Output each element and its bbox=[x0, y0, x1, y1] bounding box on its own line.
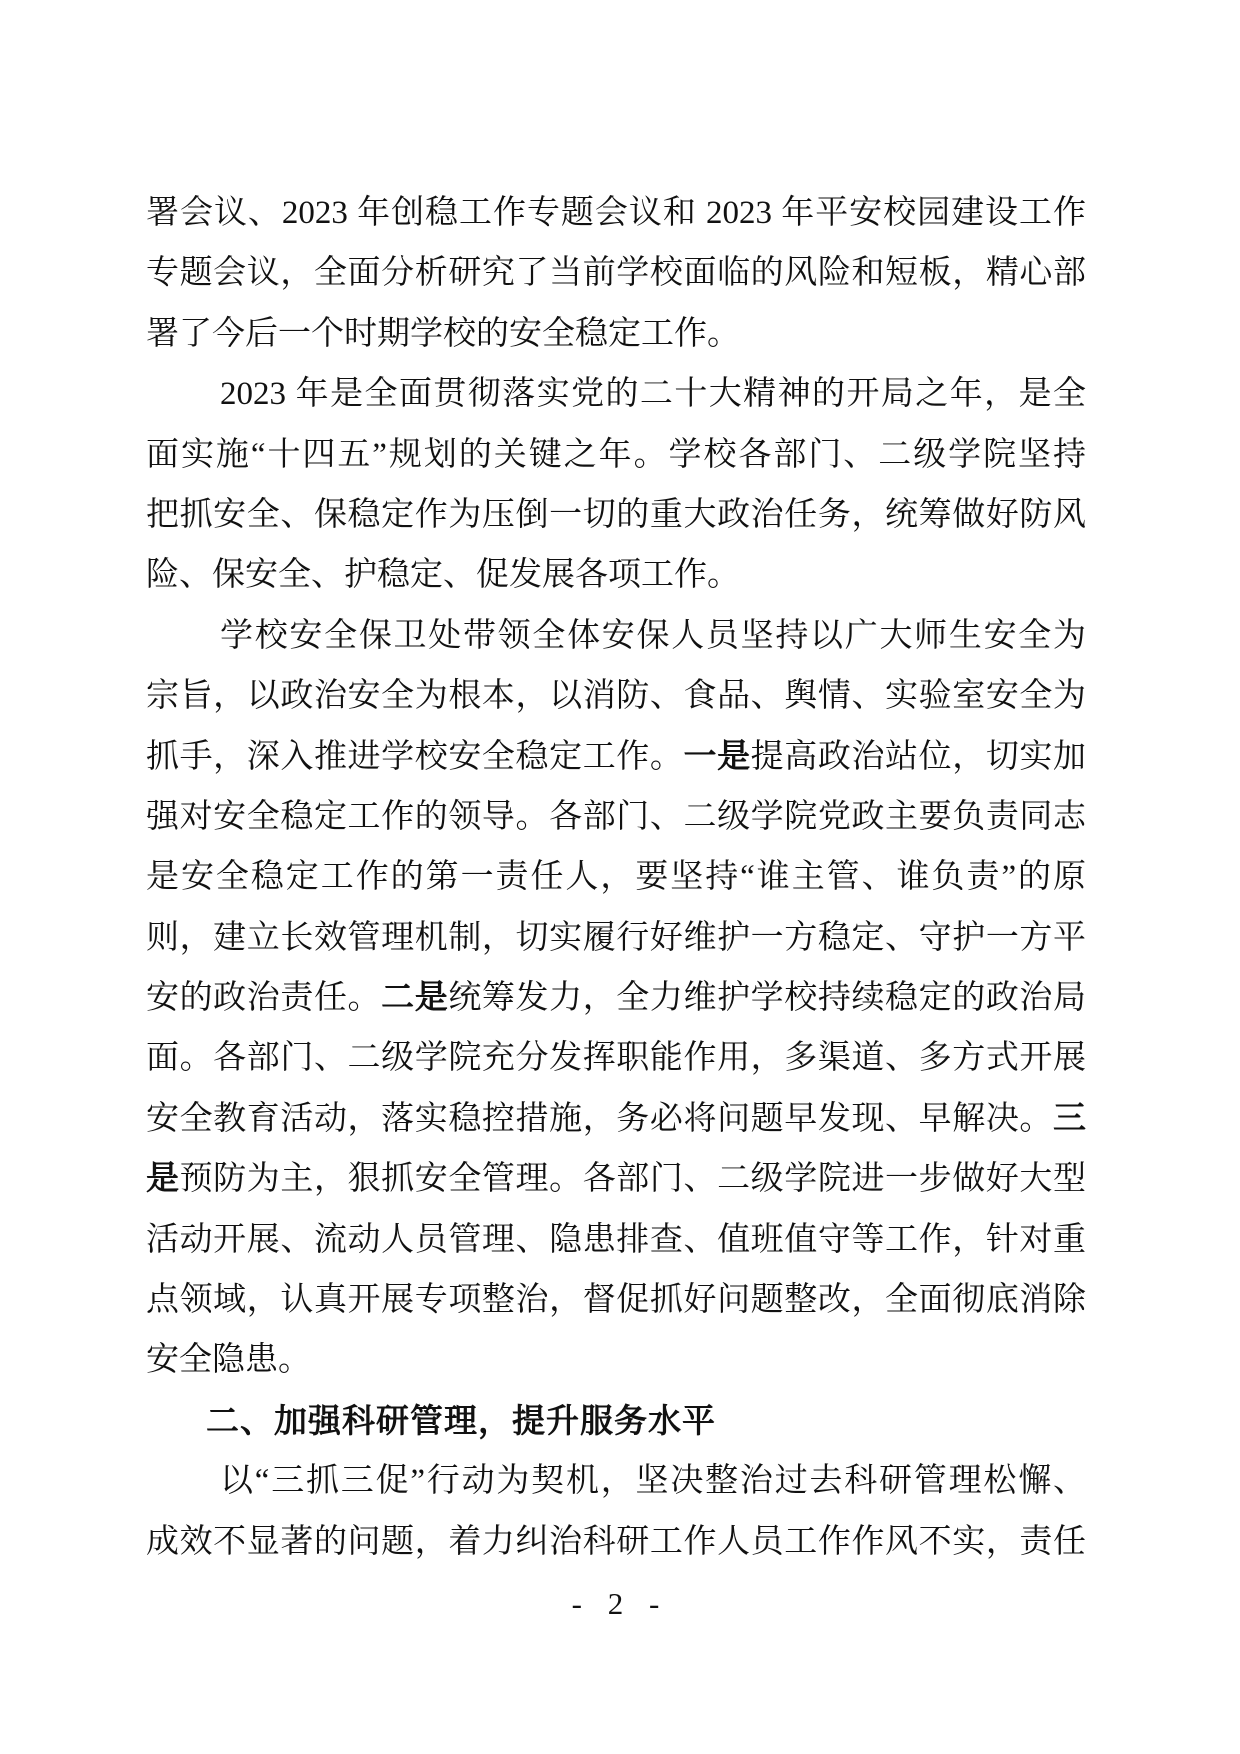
text-segment: 以“三抓三促”行动为契机，坚决整治过去科研管理松懈、 bbox=[220, 1463, 1086, 1500]
text-segment: 署了今后一个时期学校的安全稳定工作。 bbox=[146, 315, 740, 352]
text-segment: 是 bbox=[146, 1161, 180, 1198]
text-segment: 险、保安全、护稳定、促发展各项工作。 bbox=[146, 557, 740, 594]
text-segment: 抓手，深入推进学校安全稳定工作。 bbox=[146, 738, 684, 775]
text-line bbox=[146, 908, 1086, 968]
text-line bbox=[146, 606, 1086, 666]
text-line bbox=[146, 1028, 1086, 1088]
text-segment: 安全教育活动，落实稳控措施，务必将问题早发现、早解决。 bbox=[146, 1100, 1053, 1137]
text-segment: 二、加强科研管理，提升服务水平 bbox=[206, 1401, 716, 1439]
text-segment: 专题会议，全面分析研究了当前学校面临的风险和短板，精心部 bbox=[146, 255, 1086, 292]
text-segment: 把抓安全、保稳定作为压倒一切的重大政治任务，统筹做好防风 bbox=[146, 496, 1086, 533]
page-number: - 2 - bbox=[571, 1586, 669, 1621]
text-line bbox=[146, 847, 1086, 907]
text-line bbox=[146, 727, 1086, 787]
text-line bbox=[146, 1210, 1086, 1270]
text-line bbox=[146, 666, 1086, 726]
text-segment: 三 bbox=[1053, 1100, 1086, 1137]
text-segment: 是安全稳定工作的第一责任人，要坚持“谁主管、谁负责”的原 bbox=[146, 859, 1086, 896]
text-segment: 署会议、2023 年创稳工作专题会议和 2023 年平安校园建设工作 bbox=[146, 195, 1086, 231]
text-segment: 二是 bbox=[381, 980, 449, 1017]
document-body bbox=[146, 183, 1086, 1572]
text-line bbox=[146, 968, 1086, 1028]
text-line bbox=[146, 545, 1086, 605]
text-line bbox=[146, 183, 1086, 243]
text-line bbox=[146, 1089, 1086, 1149]
text-line bbox=[146, 787, 1086, 847]
text-segment: 一是 bbox=[683, 738, 751, 775]
text-line bbox=[146, 1149, 1086, 1209]
text-segment: 宗旨，以政治安全为根本，以消防、食品、舆情、实验室安全为 bbox=[146, 678, 1086, 715]
text-line bbox=[146, 1270, 1086, 1330]
text-line bbox=[146, 1330, 1086, 1390]
text-segment: 安全隐患。 bbox=[146, 1342, 311, 1379]
text-segment: 提高政治站位，切实加 bbox=[750, 738, 1086, 775]
text-line bbox=[146, 1512, 1086, 1572]
text-segment: 成效不显著的问题，着力纠治科研工作人员工作作风不实，责任 bbox=[146, 1523, 1086, 1560]
text-segment: 统筹发力，全力维护学校持续稳定的政治局 bbox=[448, 980, 1086, 1017]
text-line bbox=[146, 304, 1086, 364]
text-segment: 点领域，认真开展专项整治，督促抓好问题整改，全面彻底消除 bbox=[146, 1282, 1086, 1319]
text-segment: 面实施“十四五”规划的关键之年。学校各部门、二级学院坚持 bbox=[146, 436, 1086, 473]
text-segment: 2023 年是全面贯彻落实党的二十大精神的开局之年，是全 bbox=[220, 376, 1086, 413]
text-segment: 活动开展、流动人员管理、隐患排查、值班值守等工作，针对重 bbox=[146, 1221, 1086, 1258]
text-segment: 强对安全稳定工作的领导。各部门、二级学院党政主要负责同志 bbox=[146, 798, 1086, 835]
section-heading bbox=[146, 1391, 1086, 1451]
text-segment: 预防为主，狠抓安全管理。各部门、二级学院进一步做好大型 bbox=[179, 1161, 1086, 1198]
text-segment: 面。各部门、二级学院充分发挥职能作用，多渠道、多方式开展 bbox=[146, 1040, 1086, 1077]
text-line bbox=[146, 1451, 1086, 1511]
text-segment: 安的政治责任。 bbox=[146, 980, 382, 1017]
text-segment: 则，建立长效管理机制，切实履行好维护一方稳定、守护一方平 bbox=[146, 919, 1086, 956]
text-segment: 学校安全保卫处带领全体安保人员坚持以广大师生安全为 bbox=[220, 617, 1086, 654]
text-line bbox=[146, 364, 1086, 424]
text-line bbox=[146, 485, 1086, 545]
text-line bbox=[146, 243, 1086, 303]
text-line bbox=[146, 425, 1086, 485]
